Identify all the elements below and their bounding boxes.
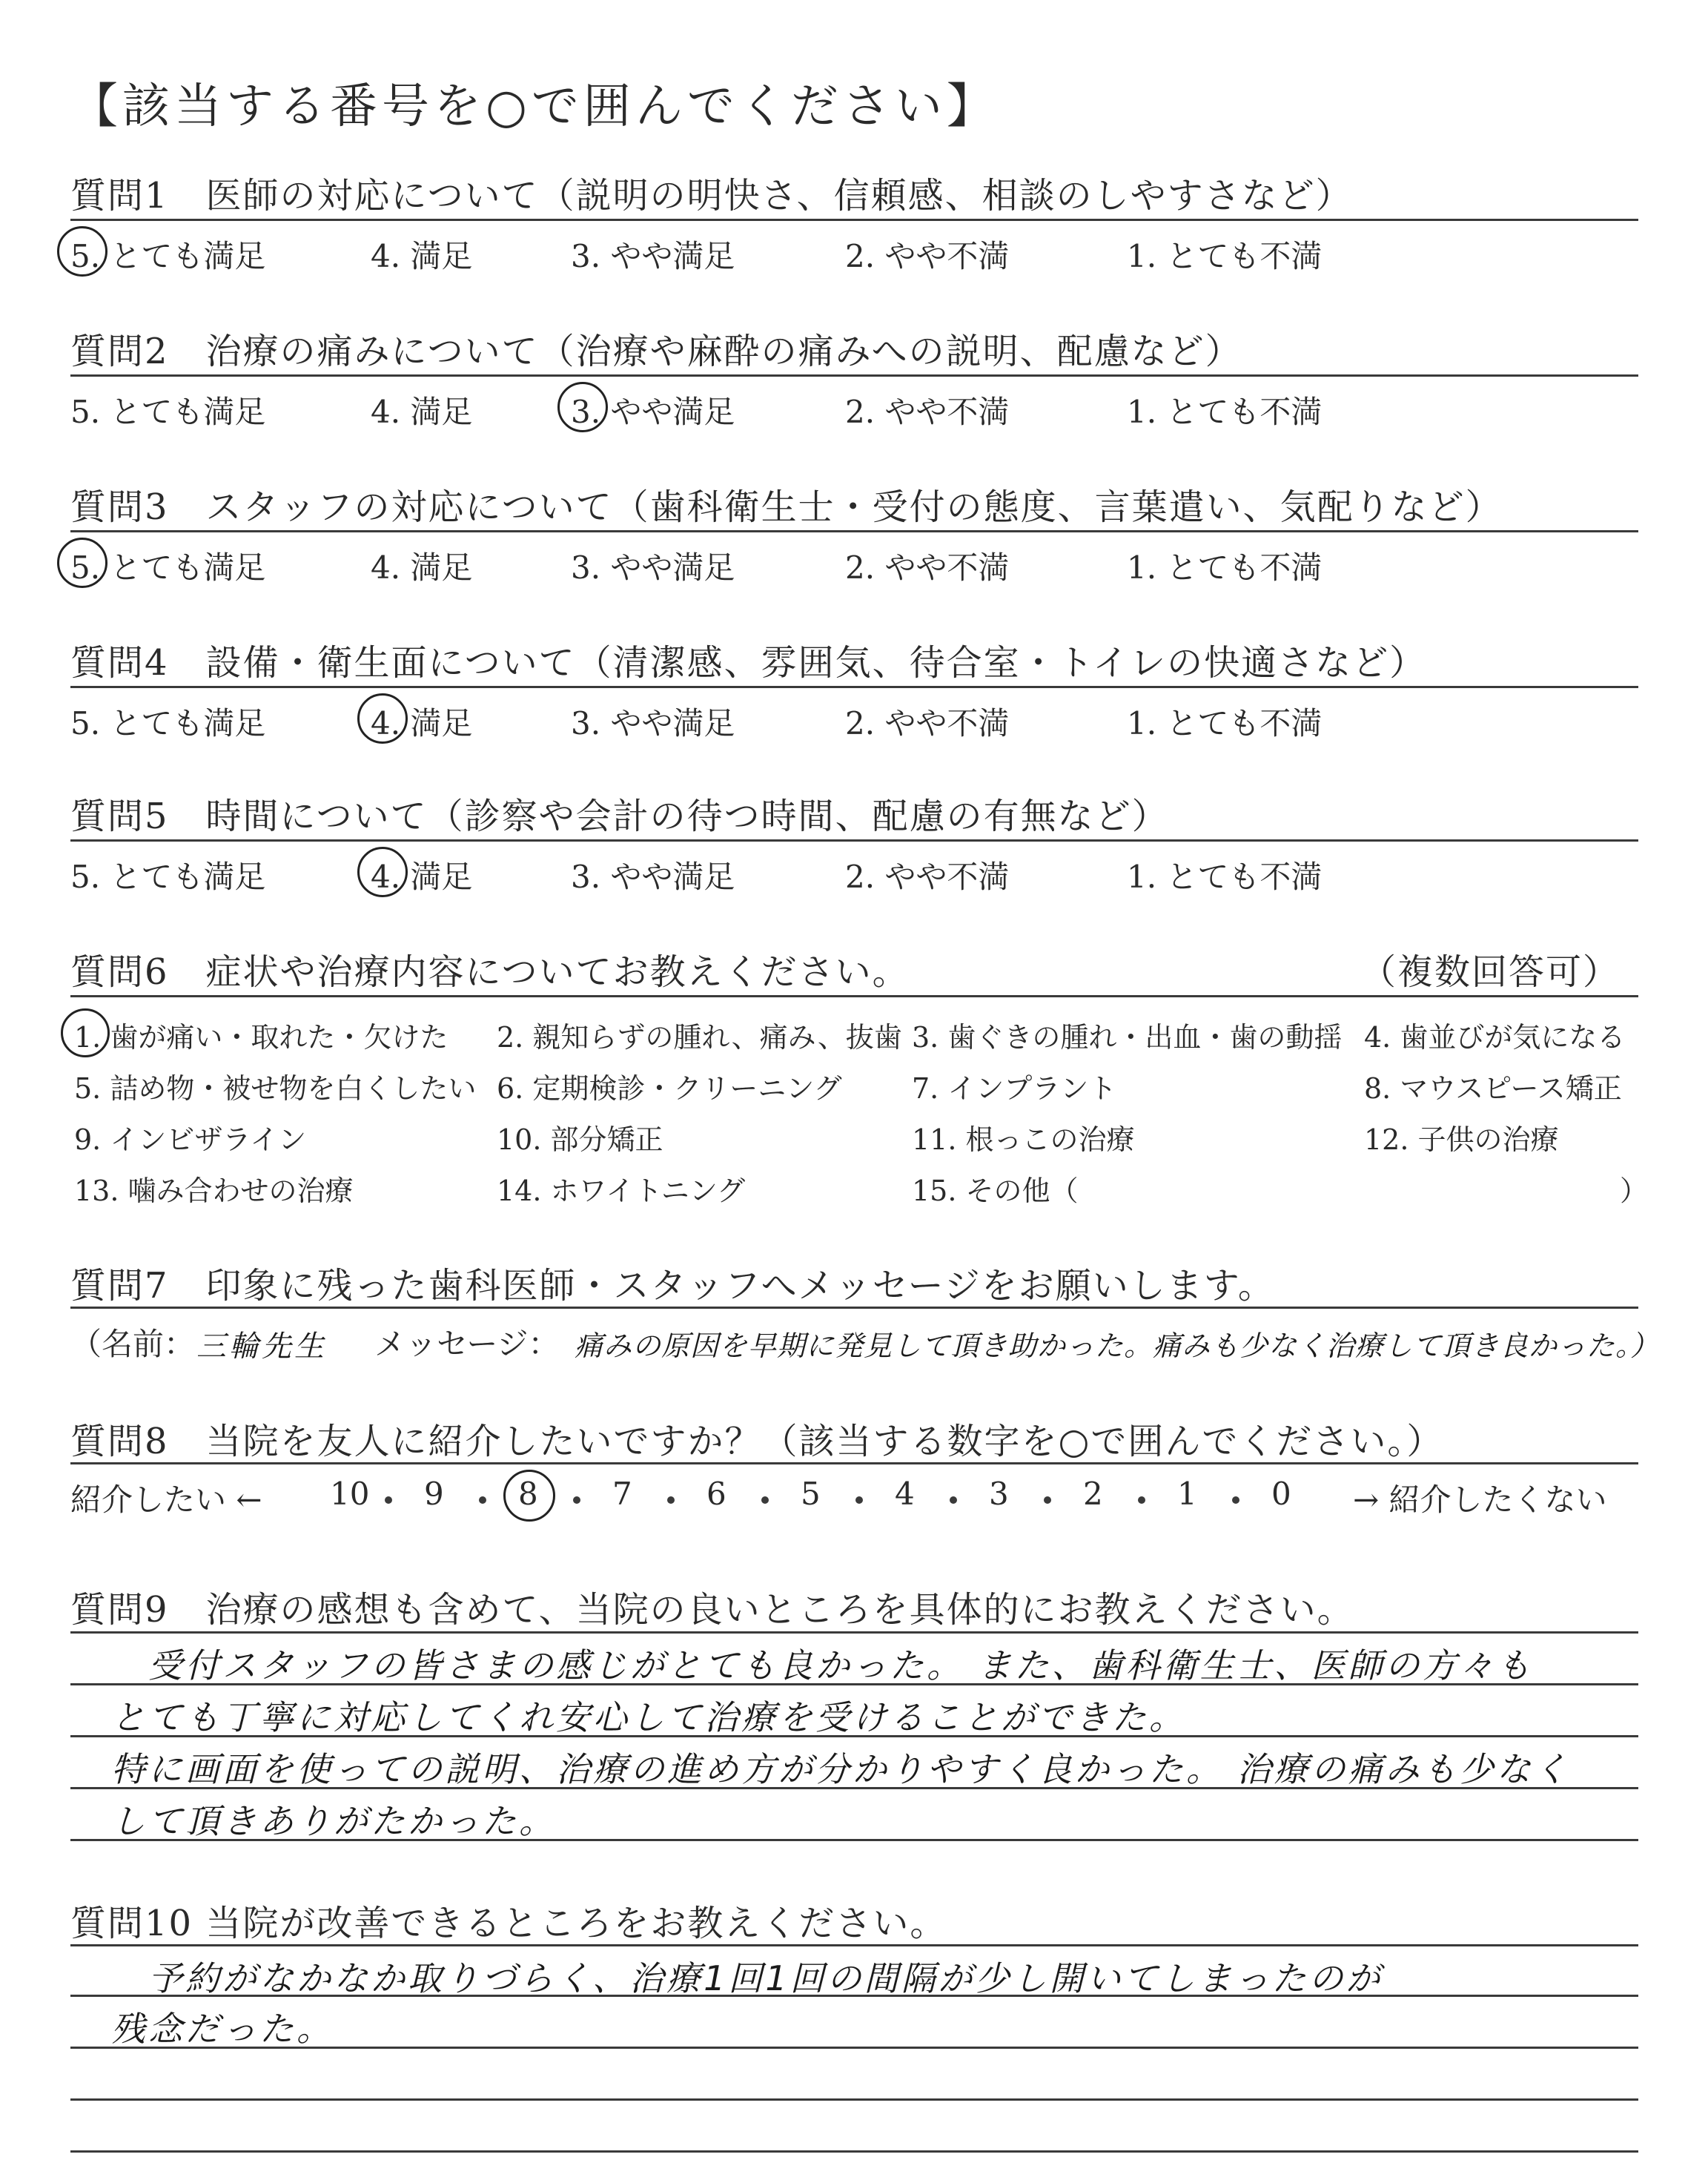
scale-separator-dot [385, 1496, 392, 1504]
q8-scale-0[interactable]: 0 [1271, 1476, 1291, 1512]
scale-separator-dot [479, 1496, 486, 1504]
selection-circle [557, 382, 608, 432]
selection-circle [57, 226, 107, 277]
q8-scale-10[interactable]: 10 [330, 1476, 370, 1512]
q10-answer-line[interactable]: 予約がなかなか取りづらく、治療1回1回の間隔が少し開いてしまったのが [148, 1958, 1383, 1998]
q6-option-15[interactable]: 15. その他（ [912, 1175, 1079, 1207]
q7-name-label: （名前： [70, 1326, 196, 1362]
q8-scale-7[interactable]: 7 [612, 1476, 632, 1512]
q3-option-5[interactable]: 5. とても満足 [70, 549, 266, 586]
q9-title: 質問9 治療の感想も含めて、当院の良いところを具体的にお教えください。 [70, 1589, 1354, 1631]
q8-rule [70, 1462, 1638, 1464]
q6-option-11[interactable]: 11. 根っこの治療 [912, 1123, 1135, 1156]
q1-option-3[interactable]: 3. やや満足 [571, 238, 735, 274]
q1-option-2[interactable]: 2. やや不満 [845, 238, 1010, 274]
q5-option-1[interactable]: 1. とても不満 [1127, 859, 1323, 895]
q3-option-4[interactable]: 4. 満足 [371, 549, 473, 586]
q5-option-5[interactable]: 5. とても満足 [70, 859, 266, 895]
q6-note: （複数回答可） [1360, 951, 1621, 993]
q10-title: 質問10 当院が改善できるところをお教えください。 [70, 1903, 947, 1944]
q8-scale-5[interactable]: 5 [801, 1476, 821, 1512]
scale-separator-dot [1138, 1496, 1145, 1504]
q5-title: 質問5 時間について（診察や会計の待つ時間、配慮の有無など） [70, 796, 1169, 837]
q1-option-4[interactable]: 4. 満足 [371, 238, 473, 274]
q3-option-3[interactable]: 3. やや満足 [571, 549, 735, 586]
selection-circle [357, 693, 408, 744]
q7-name-value[interactable]: 三輪先生 [196, 1330, 327, 1364]
q8-title: 質問8 当院を友人に紹介したいですか？（該当する数字を○で囲んでください。） [70, 1421, 1444, 1462]
q8-scale-4[interactable]: 4 [895, 1476, 915, 1512]
q9-answer-line[interactable]: 受付スタッフの皆さまの感じがとても良かった。 また、歯科衛生士、医師の方々も [148, 1645, 1534, 1685]
q4-option-2[interactable]: 2. やや不満 [845, 705, 1010, 742]
q2-rule [70, 374, 1638, 377]
q4-rule [70, 686, 1638, 688]
q5-option-3[interactable]: 3. やや満足 [571, 859, 735, 895]
q9-answer-line[interactable]: して頂きありがたかった。 [111, 1801, 556, 1841]
q4-option-3[interactable]: 3. やや満足 [571, 705, 735, 742]
q8-scale-8[interactable]: 8 [518, 1476, 538, 1512]
selection-circle [57, 538, 107, 588]
q2-option-5[interactable]: 5. とても満足 [70, 394, 266, 430]
q8-scale-2[interactable]: 2 [1083, 1476, 1103, 1512]
q7-message-label: メッセージ： [374, 1326, 560, 1362]
q6-option-2[interactable]: 2. 親知らずの腫れ、痛み、抜歯 [497, 1021, 902, 1054]
q6-option-1[interactable]: 1. 歯が痛い・取れた・欠けた [74, 1021, 448, 1054]
q6-option-7[interactable]: 7. インプラント [912, 1072, 1117, 1105]
q6-option-5[interactable]: 5. 詰め物・被せ物を白くしたい [74, 1072, 477, 1105]
q2-title: 質問2 治療の痛みについて（治療や麻酔の痛みへの説明、配慮など） [70, 331, 1242, 372]
q1-title: 質問1 医師の対応について（説明の明快さ、信頼感、相談のしやすさなど） [70, 175, 1353, 217]
q8-scale-1[interactable]: 1 [1177, 1476, 1197, 1512]
q6-rule [70, 995, 1638, 997]
scale-separator-dot [761, 1496, 769, 1504]
selection-circle [357, 847, 408, 897]
q2-option-2[interactable]: 2. やや不満 [845, 394, 1010, 430]
q3-title: 質問3 スタッフの対応について（歯科衛生士・受付の態度、言葉遣い、気配りなど） [70, 486, 1503, 528]
q6-option-8[interactable]: 8. マウスピース矯正 [1364, 1072, 1622, 1105]
q6-option-6[interactable]: 6. 定期検診・クリーニング [497, 1072, 842, 1105]
scale-separator-dot [855, 1496, 863, 1504]
scale-separator-dot [1044, 1496, 1051, 1504]
q4-option-5[interactable]: 5. とても満足 [70, 705, 266, 742]
q2-option-1[interactable]: 1. とても不満 [1127, 394, 1323, 430]
q6-option-14[interactable]: 14. ホワイトニング [497, 1175, 746, 1207]
q9-answer-line[interactable]: 特に画面を使っての説明、治療の進め方が分かりやすく良かった。 治療の痛みも少なく [111, 1749, 1571, 1789]
q10-writing-line [70, 2150, 1638, 2153]
q6-option-16[interactable]: ） [1620, 1175, 1649, 1207]
q6-option-3[interactable]: 3. 歯ぐきの腫れ・出血・歯の動揺 [912, 1021, 1343, 1054]
q2-option-3[interactable]: 3. やや満足 [571, 394, 735, 430]
q6-option-9[interactable]: 9. インビザライン [74, 1123, 307, 1156]
q10-writing-line [70, 2098, 1638, 2101]
scale-separator-dot [573, 1496, 580, 1504]
q3-option-2[interactable]: 2. やや不満 [845, 549, 1010, 586]
q6-option-13[interactable]: 13. 噛み合わせの治療 [74, 1175, 354, 1207]
q1-option-5[interactable]: 5. とても満足 [70, 238, 266, 274]
q8-scale-6[interactable]: 6 [706, 1476, 726, 1512]
q8-scale-3[interactable]: 3 [989, 1476, 1009, 1512]
scale-separator-dot [667, 1496, 675, 1504]
q3-rule [70, 530, 1638, 532]
q8-left-label: 紹介したい ← [70, 1482, 262, 1518]
scale-separator-dot [950, 1496, 957, 1504]
q6-option-10[interactable]: 10. 部分矯正 [497, 1123, 663, 1156]
q7-title: 質問7 印象に残った歯科医師・スタッフへメッセージをお願いします。 [70, 1265, 1275, 1307]
q4-title: 質問4 設備・衛生面について（清潔感、雰囲気、待合室・トイレの快適さなど） [70, 642, 1427, 684]
q5-rule [70, 839, 1638, 842]
q5-option-2[interactable]: 2. やや不満 [845, 859, 1010, 895]
q10-answer-line[interactable]: 残念だった。 [111, 2009, 334, 2049]
q7-rule [70, 1307, 1638, 1309]
q9-writing-line [70, 1631, 1638, 1634]
q10-writing-line [70, 1944, 1638, 1946]
q6-option-12[interactable]: 12. 子供の治療 [1364, 1123, 1559, 1156]
q6-title: 質問6 症状や治療内容についてお教えください。 [70, 951, 910, 993]
q9-answer-line[interactable]: とても丁寧に対応してくれ安心して治療を受けることができた。 [111, 1697, 1186, 1737]
q5-option-4[interactable]: 4. 満足 [371, 859, 473, 895]
q4-option-4[interactable]: 4. 満足 [371, 705, 473, 742]
q4-option-1[interactable]: 1. とても不満 [1127, 705, 1323, 742]
q8-right-label: → 紹介したくない [1353, 1482, 1607, 1518]
q8-scale-9[interactable]: 9 [424, 1476, 444, 1512]
scale-separator-dot [1232, 1496, 1239, 1504]
page-title: 【該当する番号を○で囲んでください】 [70, 79, 999, 134]
selection-circle [503, 1470, 555, 1522]
q3-option-1[interactable]: 1. とても不満 [1127, 549, 1323, 586]
q1-rule [70, 219, 1638, 221]
selection-circle [61, 1008, 110, 1057]
q1-option-1[interactable]: 1. とても不満 [1127, 238, 1323, 274]
q2-option-4[interactable]: 4. 満足 [371, 394, 473, 430]
q7-message-value[interactable]: 痛みの原因を早期に発見して頂き助かった。痛みも少なく治療して頂き良かった。） [575, 1330, 1660, 1362]
q6-option-4[interactable]: 4. 歯並びが気になる [1364, 1021, 1626, 1054]
